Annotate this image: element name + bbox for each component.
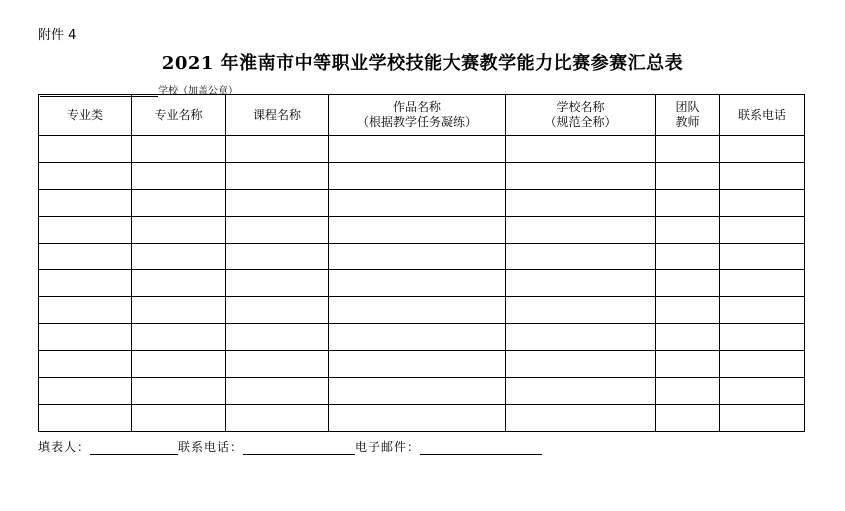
table-cell[interactable]: [656, 162, 720, 189]
table-cell[interactable]: [506, 404, 656, 431]
table-cell[interactable]: [226, 243, 329, 270]
header-team-teachers: 团队 教师: [656, 95, 720, 136]
header-school-name: 学校名称 （规范全称）: [506, 95, 656, 136]
table-cell[interactable]: [226, 297, 329, 324]
table-cell[interactable]: [720, 162, 805, 189]
table-cell[interactable]: [132, 324, 226, 351]
summary-table: [38, 94, 805, 432]
table-cell[interactable]: [39, 324, 132, 351]
table-row: [39, 162, 805, 189]
table-cell[interactable]: [39, 351, 132, 378]
table-cell[interactable]: [656, 243, 720, 270]
header-major-category: 专业类: [39, 95, 132, 136]
table-cell[interactable]: [226, 136, 329, 163]
phone-blank[interactable]: [243, 440, 355, 455]
table-cell[interactable]: [720, 378, 805, 405]
header-contact-phone: 联系电话: [720, 95, 805, 136]
table-cell[interactable]: [226, 351, 329, 378]
table-cell[interactable]: [506, 162, 656, 189]
table-cell[interactable]: [720, 243, 805, 270]
table-row: [39, 243, 805, 270]
table-cell[interactable]: [226, 324, 329, 351]
table-cell[interactable]: [329, 189, 506, 216]
table-cell[interactable]: [39, 297, 132, 324]
table-cell[interactable]: [720, 270, 805, 297]
table-cell[interactable]: [656, 136, 720, 163]
table-cell[interactable]: [506, 378, 656, 405]
table-cell[interactable]: [39, 270, 132, 297]
table-cell[interactable]: [39, 189, 132, 216]
table-cell[interactable]: [656, 378, 720, 405]
table-cell[interactable]: [656, 216, 720, 243]
table-row: [39, 189, 805, 216]
table-cell[interactable]: [226, 270, 329, 297]
table-cell[interactable]: [720, 216, 805, 243]
table-cell[interactable]: [329, 297, 506, 324]
table-cell[interactable]: [329, 162, 506, 189]
table-cell[interactable]: [132, 162, 226, 189]
table-cell[interactable]: [656, 270, 720, 297]
table-row: [39, 324, 805, 351]
table-cell[interactable]: [132, 243, 226, 270]
table-row: [39, 351, 805, 378]
table-cell[interactable]: [226, 378, 329, 405]
table-cell[interactable]: [39, 136, 132, 163]
table-cell[interactable]: [329, 324, 506, 351]
footer: [38, 438, 542, 455]
table-cell[interactable]: [132, 297, 226, 324]
filler-blank[interactable]: [90, 440, 178, 455]
table-cell[interactable]: [656, 404, 720, 431]
phone-label: 联系电话：: [178, 440, 244, 454]
header-work-name: 作品名称 （根据教学任务凝练）: [329, 95, 506, 136]
header-major-name: 专业名称: [132, 95, 226, 136]
table-cell[interactable]: [720, 189, 805, 216]
table-cell[interactable]: [132, 136, 226, 163]
table-cell[interactable]: [226, 404, 329, 431]
table-cell[interactable]: [132, 378, 226, 405]
table-cell[interactable]: [329, 136, 506, 163]
table-cell[interactable]: [720, 136, 805, 163]
table-cell[interactable]: [656, 297, 720, 324]
table-cell[interactable]: [39, 216, 132, 243]
table-cell[interactable]: [39, 378, 132, 405]
table-cell[interactable]: [329, 270, 506, 297]
table-cell[interactable]: [506, 136, 656, 163]
table-cell[interactable]: [329, 216, 506, 243]
table-header-row: [39, 95, 805, 136]
table-cell[interactable]: [226, 216, 329, 243]
table-row: [39, 136, 805, 163]
table-cell[interactable]: [226, 162, 329, 189]
table-cell[interactable]: [329, 378, 506, 405]
table-cell[interactable]: [506, 324, 656, 351]
table-row: [39, 378, 805, 405]
table-cell[interactable]: [39, 243, 132, 270]
table-cell[interactable]: [506, 216, 656, 243]
table-cell[interactable]: [226, 189, 329, 216]
table-cell[interactable]: [506, 297, 656, 324]
table-cell[interactable]: [720, 297, 805, 324]
table-row: [39, 216, 805, 243]
table-cell[interactable]: [132, 404, 226, 431]
table-cell[interactable]: [329, 351, 506, 378]
table-cell[interactable]: [329, 404, 506, 431]
table-cell[interactable]: [132, 189, 226, 216]
table-cell[interactable]: [720, 404, 805, 431]
table-cell[interactable]: [720, 351, 805, 378]
table-cell[interactable]: [656, 189, 720, 216]
table-cell[interactable]: [329, 243, 506, 270]
table-cell[interactable]: [39, 404, 132, 431]
email-blank[interactable]: [420, 440, 542, 455]
header-course-name: 课程名称: [226, 95, 329, 136]
table-cell[interactable]: [506, 243, 656, 270]
table-cell[interactable]: [132, 216, 226, 243]
table-cell[interactable]: [656, 351, 720, 378]
filler-label: 填表人：: [38, 440, 91, 454]
attachment-label: 附件 4: [38, 28, 77, 43]
school-label: 学校（加盖公章）: [158, 86, 238, 97]
table-row: [39, 270, 805, 297]
table-cell[interactable]: [39, 162, 132, 189]
table-row: [39, 297, 805, 324]
table-cell[interactable]: [656, 324, 720, 351]
table-cell[interactable]: [132, 270, 226, 297]
table-cell[interactable]: [506, 270, 656, 297]
table-cell[interactable]: [132, 351, 226, 378]
table-row: [39, 404, 805, 431]
page-title: 2021 年淮南市中等职业学校技能大赛教学能力比赛参赛汇总表: [161, 53, 684, 74]
table-cell[interactable]: [506, 351, 656, 378]
table-cell[interactable]: [720, 324, 805, 351]
email-label: 电子邮件：: [355, 440, 421, 454]
table-cell[interactable]: [506, 189, 656, 216]
